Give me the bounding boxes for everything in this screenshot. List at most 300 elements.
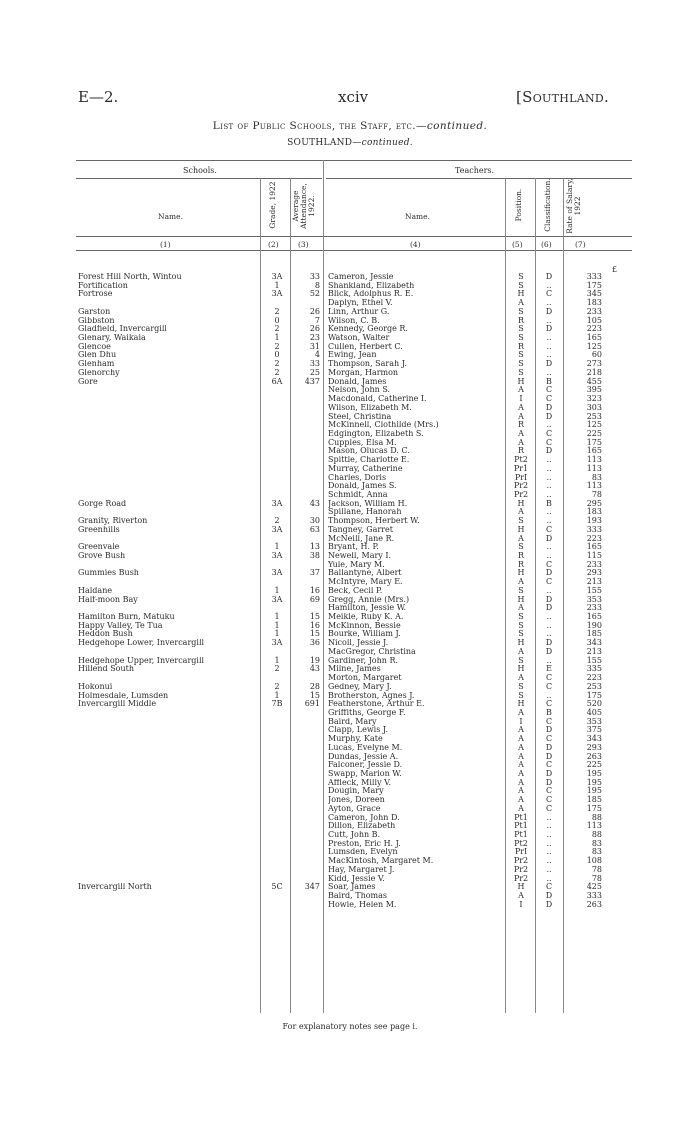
classification: .. <box>546 612 552 622</box>
position: H <box>517 638 525 648</box>
school-name: Grove Bush <box>78 552 126 560</box>
classification: D <box>545 891 553 901</box>
teacher-name: Murray, Catherine <box>328 464 403 473</box>
classification: .. <box>546 812 552 822</box>
position: S <box>518 542 524 552</box>
teacher-name: Swapp, Marion W. <box>328 769 402 778</box>
salary: 375 <box>586 725 602 735</box>
position: H <box>517 498 525 508</box>
classification: .. <box>546 516 552 526</box>
classification: .. <box>546 341 552 351</box>
position: A <box>518 428 524 438</box>
classification: D <box>545 324 553 334</box>
attendance: 19 <box>309 655 320 665</box>
attendance: 347 <box>304 882 320 892</box>
grade: 6A <box>271 376 283 386</box>
grade: 2 <box>274 516 280 526</box>
teacher-name: Spillane, Hanorah <box>328 508 402 517</box>
position: Pt2 <box>514 838 528 848</box>
salary: 353 <box>586 594 602 604</box>
school-name: Fortrose <box>78 290 113 299</box>
position: Pt1 <box>514 830 528 839</box>
salary: 195 <box>586 768 602 778</box>
teacher-name: Preston, Eric H. J. <box>328 839 401 848</box>
position: A <box>518 707 524 717</box>
teacher-name: Shankland, Elizabeth <box>328 281 415 290</box>
classification: .. <box>546 472 552 482</box>
teacher-name: Cullen, Herbert C. <box>328 342 403 351</box>
salary: 193 <box>586 516 602 526</box>
classification: .. <box>546 367 552 377</box>
position: A <box>518 402 524 412</box>
attendance: 43 <box>309 498 320 508</box>
attendance: 23 <box>309 333 320 343</box>
teacher-name: Bourke, William J. <box>328 630 401 639</box>
position: S <box>518 359 524 369</box>
salary: 225 <box>586 760 602 770</box>
salary: 520 <box>586 699 602 709</box>
classification: B <box>546 498 552 508</box>
salary: 88 <box>591 830 602 839</box>
classification: .. <box>546 821 552 831</box>
salary: 125 <box>586 341 602 351</box>
attendance: 15 <box>309 612 320 622</box>
salary: 190 <box>586 620 602 630</box>
classification: D <box>545 359 553 369</box>
page-subtitle-main: SOUTHLAND— <box>287 138 362 148</box>
teacher-name: Macdonald, Catherine I. <box>328 395 427 404</box>
position: R <box>517 559 525 569</box>
col-number: (4) <box>410 240 421 249</box>
classification: .. <box>546 873 552 883</box>
teacher-name: Nelson, John S. <box>328 386 391 395</box>
salary: 175 <box>586 690 602 700</box>
grade: 2 <box>274 681 280 691</box>
teacher-name: Ayton, Grace <box>328 804 381 813</box>
salary: 263 <box>586 899 602 909</box>
salary: 175 <box>586 280 602 290</box>
classification: C <box>545 734 553 744</box>
classification: C <box>545 385 553 395</box>
teacher-name: Featherstone, Arthur E. <box>328 700 425 709</box>
salary: 165 <box>586 446 602 456</box>
salary: 105 <box>586 315 602 325</box>
position: S <box>518 324 524 334</box>
teacher-name: Blick, Adolphus R. E. <box>328 290 414 299</box>
salary: 83 <box>591 847 602 857</box>
attendance: 52 <box>309 289 320 299</box>
teacher-name: Yule, Mary M. <box>328 560 385 569</box>
col-number: (6) <box>541 240 552 249</box>
col-header-attendance: Average Attendance, 1922. <box>291 183 316 229</box>
salary: 113 <box>586 821 602 831</box>
teacher-name: Clapp, Lewis J. <box>328 726 389 735</box>
footer-note: For explanatory notes see page i. <box>282 1022 418 1031</box>
teacher-name: Mason, Olucas D. C. <box>328 447 410 456</box>
salary: 333 <box>586 891 602 901</box>
teacher-name: Bryant, H. P. <box>328 543 379 552</box>
salary: 125 <box>586 420 602 430</box>
position: H <box>517 568 525 578</box>
teacher-name: MacKintosh, Margaret M. <box>328 857 434 866</box>
school-name: Hillend South <box>78 665 135 674</box>
attendance: 8 <box>314 280 320 290</box>
classification: D <box>545 777 553 787</box>
salary: 343 <box>586 638 602 648</box>
salary: 165 <box>586 542 602 552</box>
teacher-name: Milne, James <box>328 665 381 674</box>
position: Pr2 <box>513 856 529 866</box>
classification: E <box>546 664 552 674</box>
position: S <box>518 367 524 377</box>
salary: 113 <box>586 455 602 465</box>
teacher-name: Hay, Margaret J. <box>328 865 395 874</box>
position: H <box>517 699 525 709</box>
attendance: 4 <box>314 350 320 360</box>
classification: D <box>545 751 553 761</box>
position: A <box>518 768 524 778</box>
position: H <box>517 524 525 534</box>
classification: C <box>545 795 553 805</box>
school-name: Haldane <box>78 586 113 595</box>
teacher-name: Thompson, Sarah J. <box>328 360 407 369</box>
grade: 3A <box>271 498 283 508</box>
position: A <box>518 673 524 683</box>
page-title-cont: continued. <box>426 120 488 132</box>
attendance: 16 <box>309 620 320 630</box>
teacher-name: Lumsden, Evelyn <box>328 848 398 857</box>
teacher-name: Linn, Arthur G. <box>328 307 390 316</box>
school-name: Glenorchy <box>78 368 120 377</box>
teacher-name: Morgan, Harmon <box>328 368 399 377</box>
classification: C <box>545 394 553 404</box>
position: A <box>518 577 524 587</box>
school-name: Gorge Road <box>78 499 127 508</box>
salary: 233 <box>586 559 602 569</box>
attendance: 15 <box>309 629 320 639</box>
classification: .. <box>546 420 552 430</box>
salary: 83 <box>591 838 602 848</box>
grade: 1 <box>274 542 280 552</box>
teachers-group-heading: Teachers. <box>455 166 495 175</box>
position: S <box>518 690 524 700</box>
attendance: 30 <box>309 516 320 526</box>
salary: 165 <box>586 612 602 622</box>
school-name: Fortification <box>78 281 128 290</box>
salary: 185 <box>586 795 602 805</box>
classification: D <box>545 646 553 656</box>
position: S <box>518 629 524 639</box>
teacher-name: Spittle, Charlotte E. <box>328 456 410 465</box>
teacher-name: Daplyn, Ethel V. <box>328 299 393 308</box>
classification: B <box>546 376 552 386</box>
grade: 3A <box>271 551 283 560</box>
classification: D <box>545 306 553 316</box>
salary: 78 <box>591 873 602 883</box>
teacher-name: Gedney, Mary J. <box>328 682 392 691</box>
salary: 165 <box>586 333 602 343</box>
page-number: xciv <box>338 88 369 106</box>
grade: 2 <box>274 367 280 377</box>
classification: D <box>545 568 553 578</box>
page-subtitle <box>0 138 700 148</box>
classification: C <box>545 699 553 709</box>
position: A <box>518 803 524 813</box>
teacher-name: Donald, James S. <box>328 482 397 491</box>
position: S <box>518 350 524 360</box>
position: Pt1 <box>514 821 528 831</box>
table-body <box>0 273 700 909</box>
position: I <box>519 394 523 404</box>
classification: D <box>545 594 553 604</box>
position: S <box>518 280 524 290</box>
classification: .. <box>546 463 552 473</box>
teacher-name: Watson, Walter <box>328 334 390 343</box>
school-name: Holmesdale, Lumsden <box>78 691 169 700</box>
salary: 183 <box>586 507 602 517</box>
teacher-name: Morton, Margaret <box>328 674 402 683</box>
classification: D <box>545 411 553 421</box>
position: A <box>518 786 524 796</box>
position: Pt2 <box>514 455 528 465</box>
teacher-name: Hamilton, Jessie W. <box>328 604 407 613</box>
teacher-name: Gregg, Annie (Mrs.) <box>328 595 410 604</box>
school-name: Garston <box>78 307 111 316</box>
position: S <box>518 272 524 281</box>
position: S <box>518 333 524 343</box>
grade: 1 <box>274 333 280 343</box>
teacher-name: Charles, Doris <box>328 473 387 482</box>
position: Pr2 <box>513 873 529 883</box>
teacher-name: Nicoll, Jessie J. <box>328 639 389 648</box>
position: R <box>517 446 525 456</box>
salary: 213 <box>586 577 602 587</box>
grade: 5C <box>271 882 283 892</box>
salary: 175 <box>586 803 602 813</box>
grade: 3A <box>271 568 283 578</box>
teacher-name: Donald, James <box>328 377 387 386</box>
col-number: (5) <box>512 240 523 249</box>
teacher-name: Wilson, C. B. <box>328 316 380 325</box>
position: I <box>519 899 523 909</box>
position: A <box>518 795 524 805</box>
position: Pr2 <box>513 481 529 491</box>
position: H <box>517 376 525 386</box>
position: A <box>518 725 524 735</box>
classification: .. <box>546 551 552 560</box>
teacher-name: Jones, Doreen <box>328 796 385 805</box>
classification: C <box>545 673 553 683</box>
position: S <box>518 612 524 622</box>
salary: 253 <box>586 681 602 691</box>
position: A <box>518 751 524 761</box>
attendance: 25 <box>309 367 320 377</box>
attendance: 26 <box>309 306 320 316</box>
classification: C <box>545 577 553 587</box>
classification: .. <box>546 847 552 857</box>
attendance: 36 <box>309 638 320 648</box>
col-header-grade: Grade, 1922 <box>268 181 277 229</box>
school-name: Hedgehope Upper, Invercargill <box>78 656 205 665</box>
attendance: 28 <box>309 681 320 691</box>
position: S <box>518 516 524 526</box>
attendance: 69 <box>309 594 320 604</box>
school-name: Glencoe <box>78 342 111 351</box>
grade: 3A <box>271 289 283 299</box>
teacher-name: Lucas, Evelyne M. <box>328 743 403 752</box>
teacher-name: McIntyre, Mary E. <box>328 578 403 587</box>
salary: 88 <box>591 812 602 822</box>
grade: 7B <box>271 699 283 709</box>
position: A <box>518 437 524 447</box>
grade: 1 <box>274 655 280 665</box>
classification: C <box>545 428 553 438</box>
position: S <box>518 620 524 630</box>
classification: D <box>545 446 553 456</box>
table-row <box>0 901 700 910</box>
attendance: 691 <box>304 699 320 709</box>
salary: 343 <box>586 734 602 744</box>
position: A <box>518 533 524 543</box>
position: S <box>518 681 524 691</box>
teacher-name: Jackson, William H. <box>328 499 408 508</box>
col-header-position: Position. <box>514 188 523 222</box>
classification: D <box>545 402 553 412</box>
salary: 253 <box>586 411 602 421</box>
attendance: 26 <box>309 324 320 334</box>
salary: 83 <box>591 472 602 482</box>
position: H <box>517 594 525 604</box>
grade: 1 <box>274 612 280 622</box>
salary: 223 <box>586 673 602 683</box>
position: A <box>518 646 524 656</box>
schools-group-rule <box>76 178 322 179</box>
teacher-name: Beck, Cecil P. <box>328 586 383 595</box>
attendance: 31 <box>309 341 320 351</box>
position: Pr2 <box>513 489 529 499</box>
salary: 233 <box>586 603 602 613</box>
classification: C <box>545 437 553 447</box>
salary: 108 <box>586 856 602 866</box>
currency-symbol: £ <box>612 265 618 274</box>
classification: .. <box>546 629 552 639</box>
numbers-bottom-rule <box>76 250 632 251</box>
salary: 335 <box>586 664 602 674</box>
classification: .. <box>546 481 552 491</box>
salary: 223 <box>586 533 602 543</box>
col-number: (7) <box>575 240 586 249</box>
position: A <box>518 891 524 901</box>
page-subtitle-cont: continued. <box>361 138 413 148</box>
salary: 425 <box>586 882 602 892</box>
grade: 1 <box>274 280 280 290</box>
salary: 185 <box>586 629 602 639</box>
classification: C <box>545 716 553 726</box>
classification: .. <box>546 864 552 874</box>
attendance: 33 <box>309 272 320 281</box>
attendance: 13 <box>309 542 320 552</box>
school-name: Hedgehope Lower, Invercargill <box>78 639 205 648</box>
classification: D <box>545 768 553 778</box>
salary: 293 <box>586 742 602 752</box>
classification: C <box>545 786 553 796</box>
position: S <box>518 585 524 595</box>
school-name: Heddon Bush <box>78 630 133 639</box>
teacher-name: Dougin, Mary <box>328 787 384 796</box>
col-header-salary: Rate of Salary, 1922 <box>565 178 582 234</box>
teacher-name: Kidd, Jessie V. <box>328 874 385 883</box>
classification: C <box>545 524 553 534</box>
position: A <box>518 385 524 395</box>
classification: D <box>545 899 553 909</box>
teacher-name: Ballantyne, Albert <box>328 569 402 578</box>
school-name: Forest Hill North, Wintou <box>78 273 182 281</box>
salary: 195 <box>586 777 602 787</box>
school-name: Happy Valley, Te Tua <box>78 621 163 630</box>
teacher-name: Ewing, Jean <box>328 351 377 360</box>
teacher-name: Tangney, Garret <box>328 525 393 534</box>
teacher-name: Cameron, John D. <box>328 813 400 822</box>
grade: 3A <box>271 272 283 281</box>
position: A <box>518 734 524 744</box>
grade: 1 <box>274 690 280 700</box>
classification: .. <box>546 280 552 290</box>
attendance: 63 <box>309 524 320 534</box>
col-header-school-name: Name. <box>158 212 183 221</box>
classification: D <box>545 272 553 281</box>
schools-group-heading: Schools. <box>183 166 217 175</box>
salary: 263 <box>586 751 602 761</box>
salary: 455 <box>586 376 602 386</box>
grade: 2 <box>274 359 280 369</box>
teacher-name: Meikle, Ruby K. A. <box>328 613 404 622</box>
attendance: 38 <box>309 551 320 560</box>
salary: 295 <box>586 498 602 508</box>
grade: 0 <box>274 350 280 360</box>
grade: 2 <box>274 306 280 316</box>
col-number: (3) <box>298 240 309 249</box>
position: R <box>517 551 525 560</box>
col-header-teacher-name: Name. <box>405 212 430 221</box>
school-name: Glenary, Waikaia <box>78 334 146 343</box>
attendance: 43 <box>309 664 320 674</box>
position: S <box>518 306 524 316</box>
col-header-classification: Classification. <box>543 178 552 232</box>
grade: 3A <box>271 594 283 604</box>
salary: 303 <box>586 402 602 412</box>
position: A <box>518 507 524 517</box>
school-name: Greenvale <box>78 543 120 552</box>
grade: 3A <box>271 638 283 648</box>
col-number: (1) <box>160 240 171 249</box>
position: A <box>518 777 524 787</box>
header-bottom-rule <box>76 236 632 237</box>
attendance: 437 <box>304 376 320 386</box>
classification: .. <box>546 690 552 700</box>
salary: 155 <box>586 585 602 595</box>
classification: .. <box>546 542 552 552</box>
attendance: 33 <box>309 359 320 369</box>
salary: 218 <box>586 367 602 377</box>
teacher-name: Murphy, Kate <box>328 735 383 744</box>
salary: 395 <box>586 385 602 395</box>
classification: B <box>546 707 552 717</box>
school-name: Gummies Bush <box>78 569 139 578</box>
salary: 78 <box>591 864 602 874</box>
teacher-name: Gardiner, John R. <box>328 656 399 665</box>
classification: .. <box>546 830 552 839</box>
teacher-name: Cutt, John B. <box>328 831 381 839</box>
